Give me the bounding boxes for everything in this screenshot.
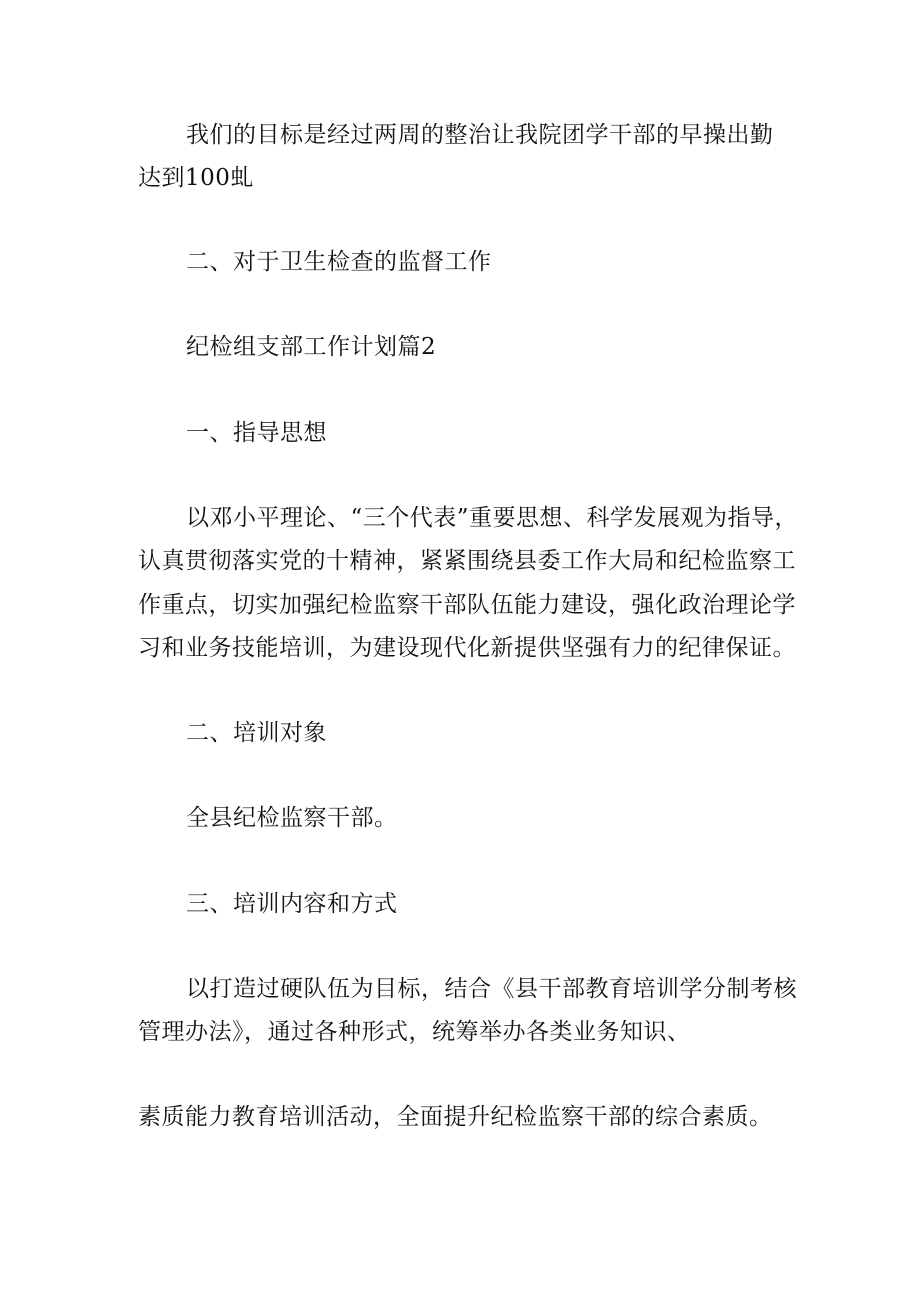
paragraph-guiding-line-4: 习和业务技能培训，为建设现代化新提供坚强有力的纪律保证。 (138, 635, 796, 661)
plan-title: 纪检组支部工作计划篇2 (186, 334, 437, 360)
heading-guiding-thought: 一、指导思想 (186, 420, 327, 446)
paragraph-content-line-2: 管理办法》，通过各种形式，统筹举办各类业务知识、 (138, 1019, 691, 1045)
paragraph-goal-line-2: 达到100虬 (138, 165, 254, 191)
heading-training-content: 三、培训内容和方式 (186, 891, 398, 917)
training-targets-text: 全县纪检监察干部。 (186, 805, 398, 831)
paragraph-guiding-line-1: 以邓小平理论、“三个代表”重要思想、科学发展观为指导， (186, 505, 799, 531)
paragraph-content-line-3: 素质能力教育培训活动，全面提升纪检监察干部的综合素质。 (138, 1104, 773, 1130)
paragraph-goal-line-1: 我们的目标是经过两周的整治让我院团学干部的早操出勤 (186, 122, 774, 148)
paragraph-content-line-1: 以打造过硬队伍为目标，结合《县干部教育培训学分制考核 (186, 976, 797, 1002)
heading-hygiene-supervision: 二、对于卫生检查的监督工作 (186, 249, 492, 275)
heading-training-targets: 二、培训对象 (186, 720, 327, 746)
paragraph-guiding-line-2: 认真贯彻落实党的十精神，紧紧围绕县委工作大局和纪检监察工 (138, 548, 796, 574)
paragraph-guiding-line-3: 作重点，切实加强纪检监察干部队伍能力建设，强化政治理论学 (138, 592, 796, 618)
